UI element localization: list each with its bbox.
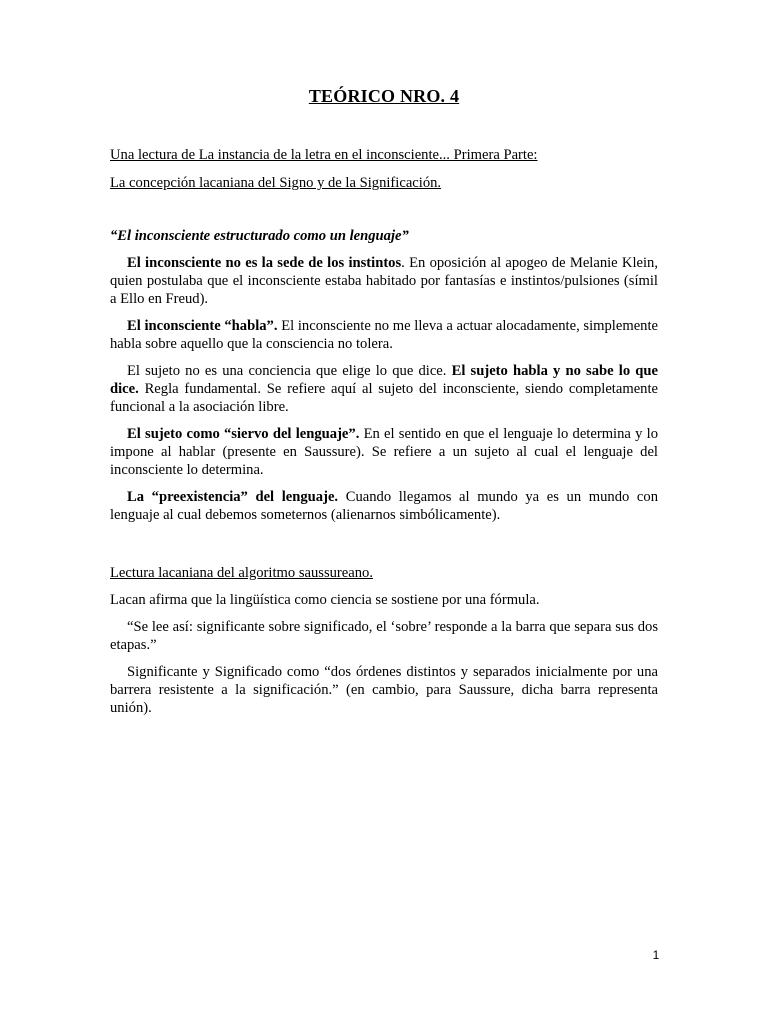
paragraph-sujeto	[110, 362, 658, 416]
paragraph-habla-bold: El inconsciente “habla”.	[127, 318, 278, 334]
document-title: TEÓRICO NRO. 4	[308, 86, 460, 106]
paragraph-instintos-text: . En oposición al apogeo de Melanie Klein, quien postulaba que el inconsciente estaba habitado por fantasías e instintos/pulsiones (símil a Ello en Freud).	[110, 255, 659, 307]
paragraph-preexistencia-bold: La “preexistencia” del lenguaje.	[127, 489, 339, 505]
section-heading-inconsciente: “El inconsciente estructurado como un lenguaje”	[110, 228, 409, 244]
paragraph-preexistencia-text: Cuando llegamos al mundo ya es un mundo con lenguaje al cual debemos someternos (alienarnos simbólicamente).	[110, 489, 658, 523]
paragraph-habla-text: El inconsciente no me lleva a actuar alocadamente, simplemente habla sobre aquello que la consciencia no tolera.	[110, 318, 658, 352]
paragraph-instintos-bold: El inconsciente no es la sede de los instintos	[127, 255, 402, 271]
paragraph-preexistencia	[110, 488, 658, 524]
paragraph-siervo-text: En el sentido en que el lenguaje lo determina y lo impone al hablar (presente en Saussure). Se refiere a un sujeto al cual el lenguaje del inconsciente lo determina.	[110, 426, 658, 478]
paragraph-sujeto-text-b: Regla fundamental. Se refiere aquí al sujeto del inconsciente, siendo completamente funcional a la asociación libre.	[110, 381, 658, 415]
subtitle-line-1: Una lectura de La instancia de la letra en el inconsciente... Primera Parte:	[110, 147, 538, 163]
paragraph-se-lee: “Se lee así: significante sobre significado, el ‘sobre’ responde a la barra que separa sus dos etapas.”	[110, 619, 658, 653]
subtitle-line-2: La concepción lacaniana del Signo y de la Significación.	[110, 175, 442, 191]
document-body	[110, 146, 658, 717]
paragraph-habla	[110, 317, 658, 353]
paragraph-siervo	[110, 425, 658, 479]
page-number: 1	[652, 948, 660, 962]
paragraph-significante: Significante y Significado como “dos órdenes distintos y separados inicialmente por una barrera resistente a la significación.” (en cambio, para Saussure, dicha barra representa unión).	[110, 664, 658, 716]
paragraph-formula: Lacan afirma que la lingüística como ciencia se sostiene por una fórmula.	[110, 592, 540, 608]
section-heading-algoritmo: Lectura lacaniana del algoritmo saussureano.	[110, 565, 373, 581]
paragraph-instintos	[110, 254, 658, 308]
paragraph-siervo-bold: El sujeto como “siervo del lenguaje”.	[127, 426, 360, 442]
paragraph-sujeto-bold: El sujeto habla y no sabe lo que dice.	[110, 363, 659, 397]
paragraph-sujeto-text-a: El sujeto no es una conciencia que elige lo que dice.	[127, 363, 452, 379]
